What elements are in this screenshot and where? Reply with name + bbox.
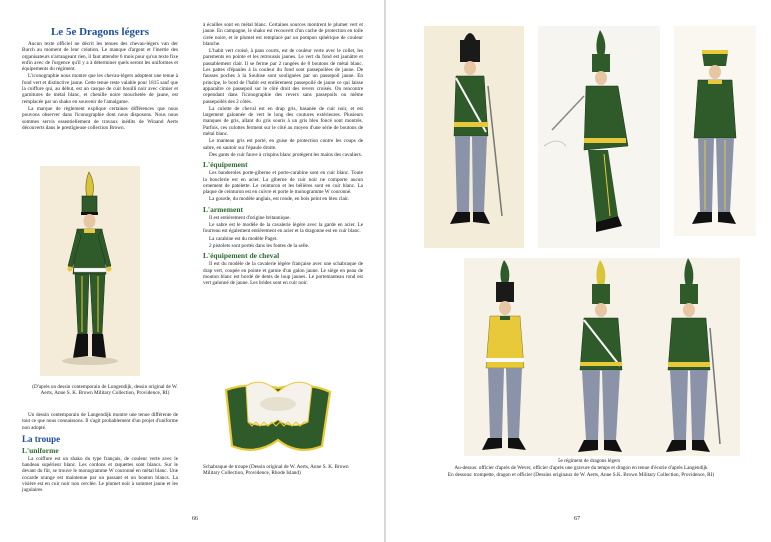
- sub-armement: L'armement: [203, 204, 243, 214]
- schabraque-figure: [218, 376, 338, 460]
- page-number-left: 66: [192, 516, 198, 522]
- dragoon-figure: [40, 166, 140, 376]
- plate-officer-de-wever: [424, 26, 524, 248]
- armement-paragraph-2: Le sabre est le modèle de la cavalerie légère avec la garde en acier. Le fourreau est également entièrement en acier et la dragonne est en cuir blanc.: [203, 222, 363, 235]
- page-number-right: 67: [574, 516, 580, 522]
- left-column: [22, 26, 178, 132]
- equipement-paragraph-1: Les banderoles porte-giberne et porte-carabine sont en cuir blanc. Toute la bouclerie est en acier. La giberne de cuir noir ne comporte aucun ornement de patelette. Le ceinturon et les bélières sont en cuir blanc. La plaque de ceinturon est en cuivre et porte le monogramme W couronné.: [203, 170, 363, 196]
- sub-uniforme: L'uniforme: [22, 445, 59, 455]
- sub-equipement: L'équipement: [203, 160, 248, 170]
- left-page: [0, 0, 384, 542]
- mid-paragraph-5: Des gants de cuir fauve à crispins blanc protègent les mains des cavaliers.: [209, 151, 363, 158]
- page-title: Le 5e Dragons légers: [50, 26, 150, 38]
- officer-de-wever-illustration: [424, 26, 524, 248]
- schabraque-caption: Schabraque de troupe (Dessin original de W. Aerts, Anne S. K. Brown Military Collection, Providence, Rhode Island): [203, 464, 349, 477]
- armement-paragraph-3: La carabine est du modèle Paget.: [209, 235, 278, 242]
- uniforme-paragraph: La coiffure est un shako du type français, de couleur verte avec le bandeau supérieur blanc. Les cordons et raquettes sont blancs. Sur le devant du fût, se trouve le monogramme W couronné en métal blanc. Une cocarde orange est maintenue par un passant et un bouton blancs. La visière est en cuir noir non cerclée. Le plumet noir à sommet jaune et les jugulaires: [22, 455, 178, 494]
- mid-paragraph-2: L'habit vert croisé, à pans courts, est de couleur verte avec le collet, les parements en pointe et les retroussis jaunes. Le vert du fond est jaunâtre et passablement clair. Il se ferme par 2 rangées de 8 boutons de métal blanc. Les pattes d'épaules à la couleur du fond sont passepoilées de jaune. De fausses poches à la Soubise sont soulignées par un passepoil jaune. En principe, le bord de l'habit est entièrement passepoilé de jaune ce qui laisse apparaître ce passepoil sur le côté droit des revers croisés. On rencontre cependant dans l'iconographie des revers sans passepoils ou même passepoilés des 2 côtés.: [203, 48, 363, 105]
- officer-engraving-illustration: [538, 26, 660, 248]
- armement-paragraph-4: 2 pistolets sont portés dans les fontes de la selle.: [209, 242, 310, 249]
- intro-paragraph-2: L'iconographie nous montre que les chevau-légers adoptent une tenue à fond vert et distinctive jaune. Cette tenue reste valable pour 1815 sauf que la coiffure qui, au début, est un casque de cuir bouilli noir avec cimier et garnitures de métal blanc, et chenille noire mouchetée de jaune, est remplacée par un shako en souvenir de l'amalgame.: [22, 73, 178, 105]
- mid-paragraph-4: Le manteau gris est porté, en guise de protection contre les coups de sabre, en sautoir sur l'épaule droite.: [203, 138, 363, 151]
- intro-paragraph-1: Aucun texte officiel ne décrit les tenues des chevau-légers van der Burch au moment de leur création. Le manque d'argent et l'inertie des organisateurs n'arrangeant rien, il faut attendre 6 mois pour qu'un texte fixe enfin avec de l'urgence qu'il y a à déterminer quels seront les uniformes et équipements du régiment.: [22, 41, 178, 73]
- right-page: [386, 0, 771, 542]
- left-column-lower: [22, 412, 178, 495]
- plate-caption-line1: Au-dessus: officier d'après de Wever, officier d'après une gravure du temps et dragon en tenue d'écurie d'après Langendijk: [454, 465, 708, 471]
- schabraque-illustration: [218, 376, 338, 460]
- mid-paragraph-3: La culotte de cheval est en drap gris, basanée de cuir noir, et est largement galonnée de vert le long des coutures extérieures. Plusieurs manques de gris, allant du gris souris à un gris bleu foncé sont montrés. Parfois, ces culottes ferment sur le côté au moyen d'une série de boutons de métal blanc.: [203, 105, 363, 138]
- armement-paragraph-1: Il est entièrement d'origine britannique.: [209, 214, 291, 221]
- equipement-paragraph-2: La gourde, du modèle anglais, est ronde, en bois peint en bleu clair.: [209, 196, 350, 203]
- trumpeter-dragoon-officer-illustration: [464, 258, 740, 456]
- plate-officer-engraving: [538, 26, 660, 248]
- after-figure-paragraph: Un dessin contemporain de Langendijk montre une tenue différente de tout ce que nous connaissons. Il s'agit probablement d'un projet d'uniforme non adopté.: [22, 412, 178, 431]
- right-column: [203, 22, 363, 287]
- dragoon-illustration: [40, 166, 140, 376]
- stable-dragoon-illustration: [674, 26, 756, 236]
- intro-paragraph-3: La marque de règlement explique certaines différences que nous pouvons observer dans l'iconographie dont nous disposons. Nous nous sommes servis essentiellement de travaux inédits de Winand Aerts découverts dans le prestigieuse collection Brown.: [22, 105, 178, 131]
- section-troupe: La troupe: [22, 433, 61, 444]
- figure-caption: (D'après un dessin contemporain de Lungendijk, dessin original de W. Aerts, Anne S. K. Brown Military Collection, Providence, RI): [32, 384, 178, 397]
- plate-caption-line2: En dessous: trompette, dragon et officier (Dessins originaux de W. Aerts, Anne S.K. Brown Military Collection, Providence, RI): [447, 472, 715, 478]
- cheval-paragraph: Il est du modèle de la cavalerie légère française avec une schabraque de drap vert, coupée en pointe et garnie d'un galon jaune. Le siège en peau de mouton blanc est bordé de dents de loup jaunes. Le portemanteau rond est vert galonné de jaune. Les brides sont en cuir noir.: [203, 261, 363, 287]
- plate-bottom-row: [464, 258, 740, 456]
- sub-cheval: L'équipement de cheval: [203, 251, 280, 261]
- plate-caption-title: 5e régiment de dragons légers: [557, 458, 621, 464]
- mid-paragraph-1: à écailles sont en métal blanc. Certaines sources montrent le plumet vert et jaune. En campagne, le shako est recouvert d'un cache de protection en toile cirée noire, et le plumet est remplacé par un pompon sphérique de couleur blanche.: [203, 22, 363, 47]
- plate-stable-dragoon: [674, 26, 756, 236]
